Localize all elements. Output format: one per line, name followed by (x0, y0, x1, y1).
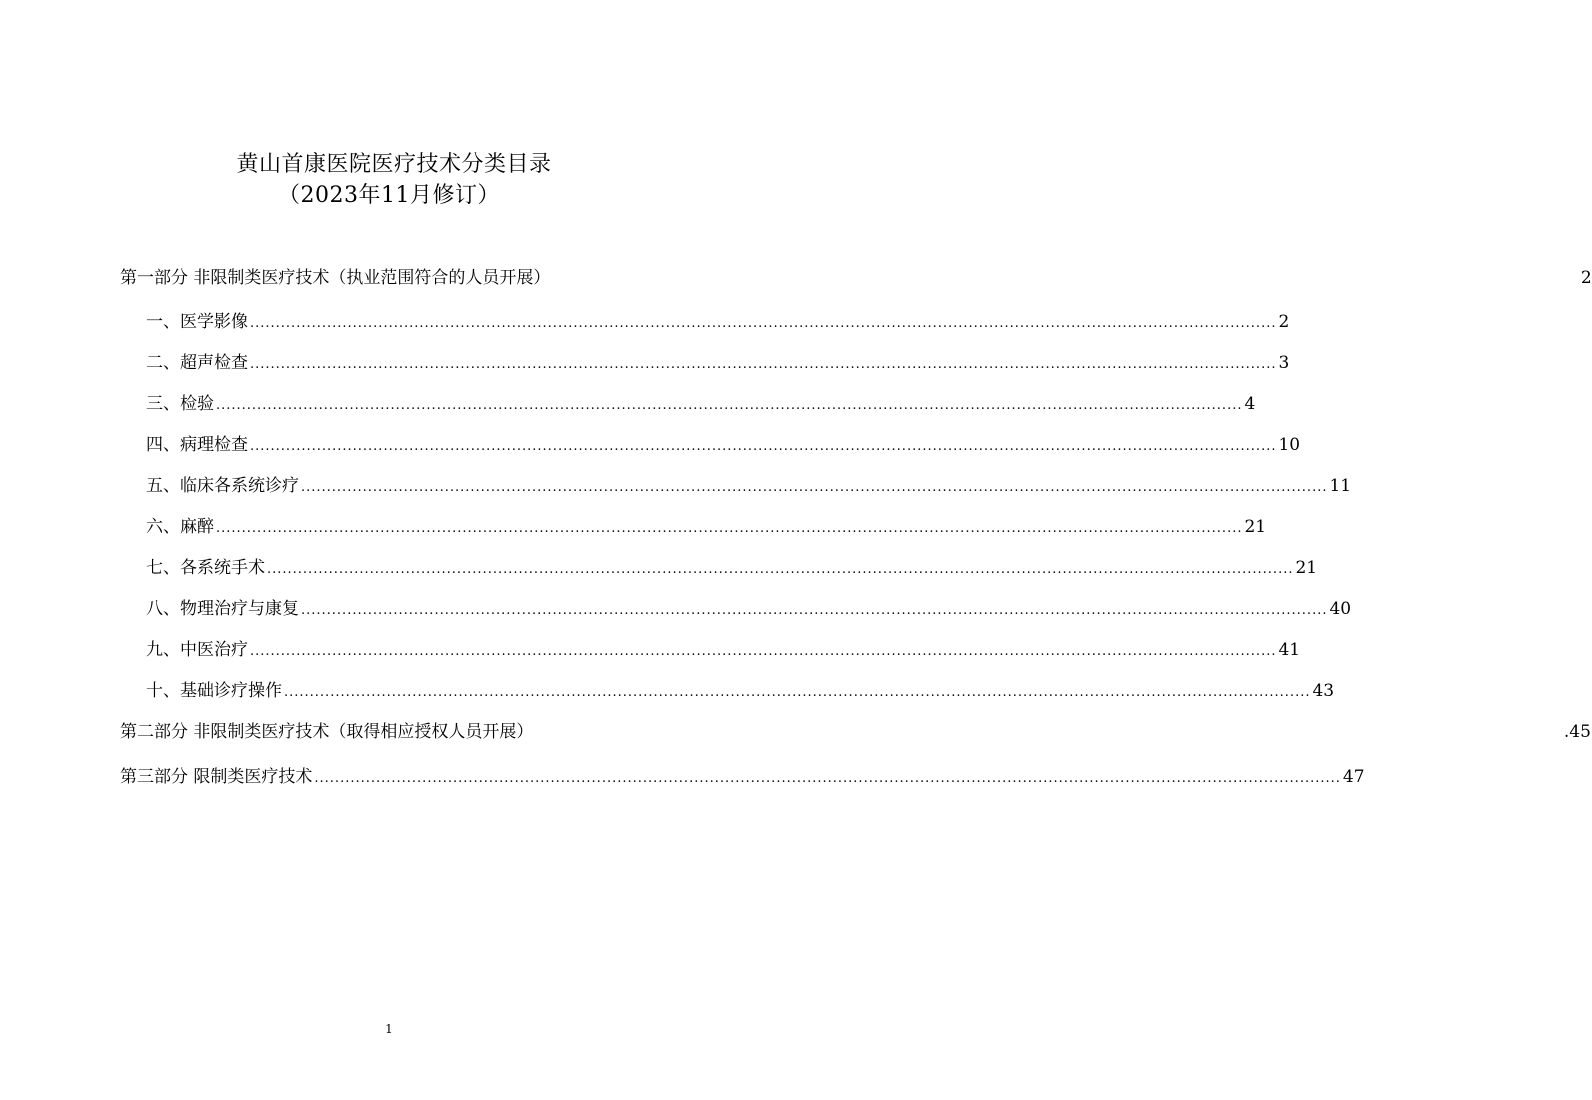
toc-entry-label: 第一部分 非限制类医疗技术（执业范围符合的人员开展） (120, 268, 551, 288)
toc-entry[interactable] (146, 512, 1267, 537)
toc-entry-page: 41 (1278, 640, 1301, 660)
toc-dot-leader: ........................................................................................................................................................................................................ (216, 398, 1243, 413)
toc-entry-label: 四、病理检查 (146, 435, 248, 455)
toc-entry-page: 4 (1244, 394, 1256, 414)
toc-entry-label: 九、中医治疗 (146, 640, 248, 660)
toc-dot-leader: ........................................................................................................................................................................................................ (250, 357, 1277, 372)
toc-dot-leader: ........................................................................................................................................................................................................ (314, 771, 1341, 786)
toc-entry-page: 11 (1329, 476, 1352, 496)
toc-entry-label: 第二部分 非限制类医疗技术（取得相应授权人员开展） (120, 722, 534, 742)
toc-entry[interactable] (146, 307, 1290, 332)
toc-dot-leader: ........................................................................................................................................................................................................ (301, 603, 1328, 618)
toc-entry-page: 21 (1295, 558, 1318, 578)
document-title: 黄山首康医院医疗技术分类目录 (236, 152, 552, 177)
toc-entry[interactable] (146, 389, 1256, 414)
page-number: 1 (385, 1022, 393, 1036)
toc-entry-page: 3 (1278, 353, 1290, 373)
toc-dot-leader: ........................................................................................................................................................................................................ (250, 316, 1277, 331)
toc-entry-label: 七、各系统手术 (146, 558, 265, 578)
toc-entry[interactable] (146, 594, 1352, 619)
toc-entry-label: 十、基础诊疗操作 (146, 681, 282, 701)
toc-entry-page: 43 (1312, 681, 1335, 701)
toc-dot-leader: ........................................................................................................................................................................................................ (250, 439, 1277, 454)
toc-entry-label: 一、医学影像 (146, 312, 248, 332)
toc-entry-page: 10 (1278, 435, 1301, 455)
toc-entry[interactable] (120, 263, 1592, 288)
toc-entry[interactable] (146, 553, 1318, 578)
toc-entry-label: 二、超声检查 (146, 353, 248, 373)
toc-entry-label: 三、检验 (146, 394, 214, 414)
toc-entry[interactable] (120, 762, 1365, 787)
toc-dot-leader: ........................................................................................................................................................................................................ (216, 521, 1243, 536)
toc-entry[interactable] (146, 348, 1290, 373)
toc-entry-page: 47 (1342, 767, 1365, 787)
toc-entry-label: 第三部分 限制类医疗技术 (120, 767, 313, 787)
toc-entry-page: 40 (1329, 599, 1352, 619)
toc-entry[interactable] (146, 430, 1301, 455)
toc-entry[interactable] (120, 717, 1591, 742)
toc-entry-page: 2 (1278, 312, 1290, 332)
toc-dot-leader: ........................................................................................................................................................................................................ (250, 644, 1277, 659)
toc-entry[interactable] (146, 676, 1335, 701)
toc-dot-leader: ........................................................................................................................................................................................................ (267, 562, 1294, 577)
toc-entry-label: 八、物理治疗与康复 (146, 599, 299, 619)
toc-entry-page: 21 (1244, 517, 1267, 537)
toc-dot-leader: ........................................................................................................................................................................................................ (301, 480, 1328, 495)
toc-entry-label: 六、麻醉 (146, 517, 214, 537)
document-subtitle: （2023年11月修订） (278, 183, 500, 208)
toc-entry-page: 2 (1580, 268, 1592, 288)
toc-dot-leader: ........................................................................................................................................................................................................ (284, 685, 1311, 700)
toc-entry-page: .45 (1563, 722, 1591, 742)
toc-entry-label: 五、临床各系统诊疗 (146, 476, 299, 496)
toc-entry[interactable] (146, 635, 1301, 660)
toc-entry[interactable] (146, 471, 1352, 496)
